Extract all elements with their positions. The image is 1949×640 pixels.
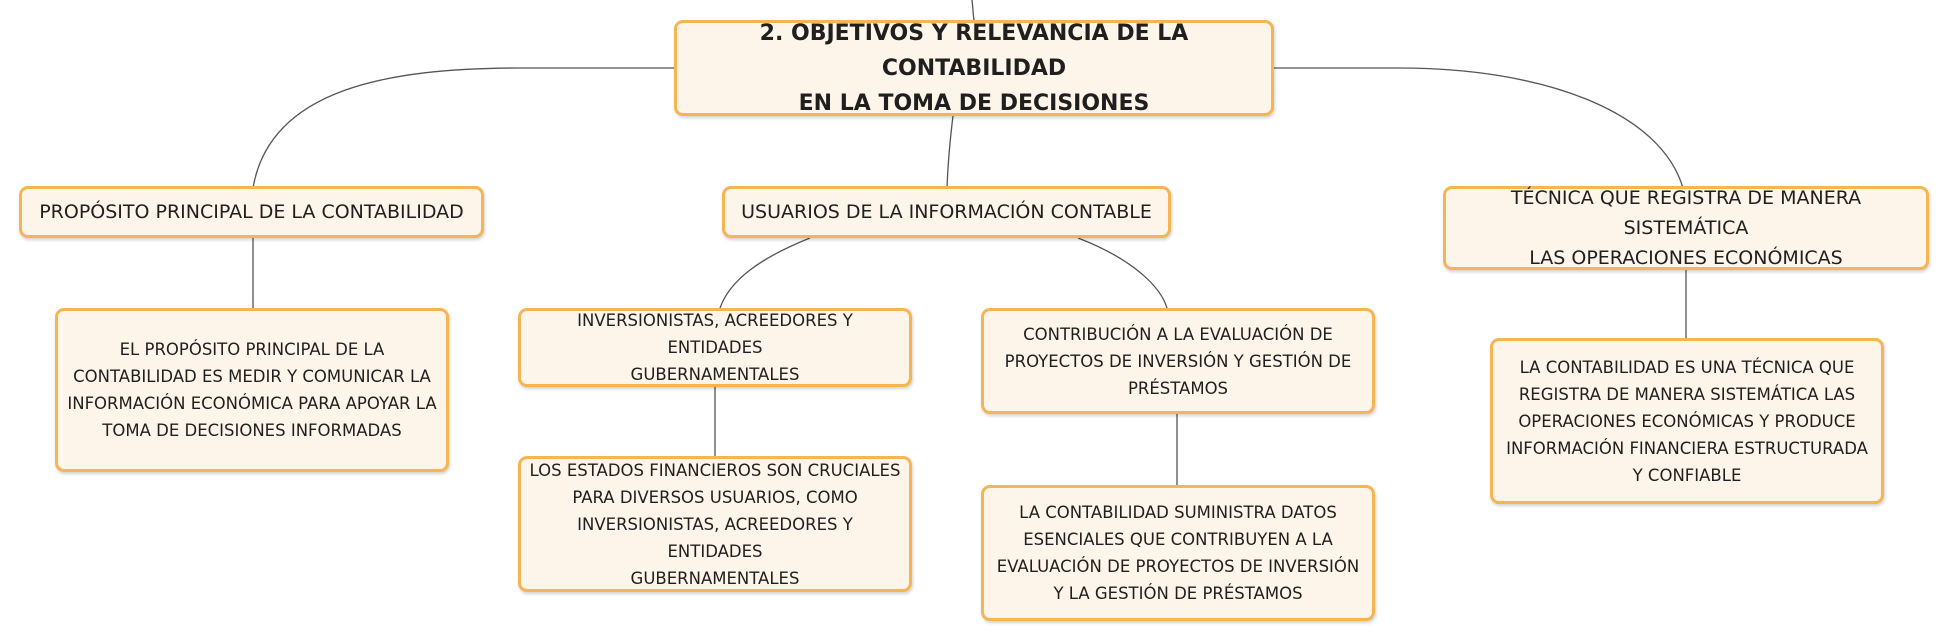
users-investors[interactable]: INVERSIONISTAS, ACREEDORES Y ENTIDADES GUBERNAMENTALES — [518, 308, 912, 387]
root-topic[interactable]: 2. OBJETIVOS Y RELEVANCIA DE LA CONTABILIDAD EN LA TOMA DE DECISIONES — [674, 20, 1274, 116]
connector-root-branch-2 — [947, 116, 953, 188]
connector-branch-2-child-2 — [1078, 238, 1167, 308]
connector-root-branch-1 — [253, 68, 674, 188]
branch-purpose[interactable]: PROPÓSITO PRINCIPAL DE LA CONTABILIDAD — [19, 186, 484, 238]
contribution-detail[interactable]: LA CONTABILIDAD SUMINISTRA DATOS ESENCIALES QUE CONTRIBUYEN A LA EVALUACIÓN DE PROYECTOS DE INVERSIÓN Y LA GESTIÓN DE PRÉSTAMOS — [981, 485, 1375, 621]
connector-root-branch-3 — [1274, 68, 1683, 188]
branch-users[interactable]: USUARIOS DE LA INFORMACIÓN CONTABLE — [722, 186, 1171, 238]
connector-branch-2-child-1 — [720, 238, 810, 308]
branch-technique[interactable]: TÉCNICA QUE REGISTRA DE MANERA SISTEMÁTICA LAS OPERACIONES ECONÓMICAS — [1443, 186, 1929, 270]
users-contribution[interactable]: CONTRIBUCIÓN A LA EVALUACIÓN DE PROYECTOS DE INVERSIÓN Y GESTIÓN DE PRÉSTAMOS — [981, 308, 1375, 414]
technique-detail[interactable]: LA CONTABILIDAD ES UNA TÉCNICA QUE REGISTRA DE MANERA SISTEMÁTICA LAS OPERACIONES ECONÓMICAS Y PRODUCE INFORMACIÓN FINANCIERA ESTRUCTURADA Y CONFIABLE — [1490, 338, 1884, 504]
purpose-detail[interactable]: EL PROPÓSITO PRINCIPAL DE LA CONTABILIDAD ES MEDIR Y COMUNICAR LA INFORMACIÓN ECONÓMICA PARA APOYAR LA TOMA DE DECISIONES INFORMADAS — [55, 308, 449, 472]
investors-detail[interactable]: LOS ESTADOS FINANCIEROS SON CRUCIALES PARA DIVERSOS USUARIOS, COMO INVERSIONISTAS, ACREEDORES Y ENTIDADES GUBERNAMENTALES — [518, 456, 912, 592]
